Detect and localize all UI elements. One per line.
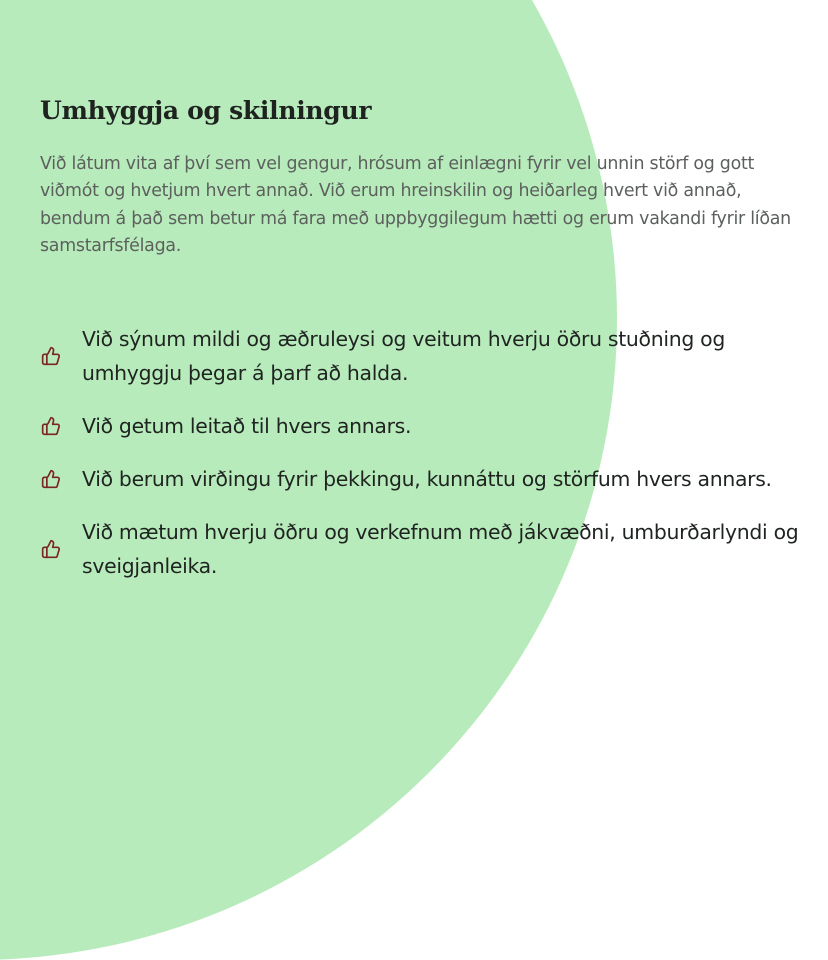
- thumbs-up-icon: [40, 345, 62, 367]
- section-title: Umhyggja og skilningur: [40, 96, 372, 125]
- list-item-text: Við sýnum mildi og æðruleysi og veitum hverju öðru stuðning og umhyggju þegar á þarf að halda.: [82, 327, 725, 385]
- section-intro: Við látum vita af því sem vel gengur, hrósum af einlægni fyrir vel unnin störf og gott viðmót og hvetjum hvert annað. Við erum hreinskilin og heiðarleg hvert við annað, bendum á það sem betur má fara með uppbyggilegum hætti og erum vakandi fyrir líðan samstarfsfélaga.: [40, 154, 791, 256]
- list-item-text: Við berum virðingu fyrir þekkingu, kunnáttu og störfum hvers annars.: [82, 467, 772, 491]
- list-item: [40, 515, 810, 583]
- thumbs-up-icon: [40, 415, 62, 437]
- thumbs-up-icon: [40, 468, 62, 490]
- list-item-text: Við mætum hverju öðru og verkefnum með jákvæðni, umburðarlyndi og sveigjanleika.: [82, 520, 799, 578]
- list-item: [40, 322, 810, 390]
- list-item-text: Við getum leitað til hvers annars.: [82, 414, 412, 438]
- values-list: [40, 322, 810, 602]
- list-item: [40, 409, 810, 443]
- thumbs-up-icon: [40, 538, 62, 560]
- list-item: [40, 462, 810, 496]
